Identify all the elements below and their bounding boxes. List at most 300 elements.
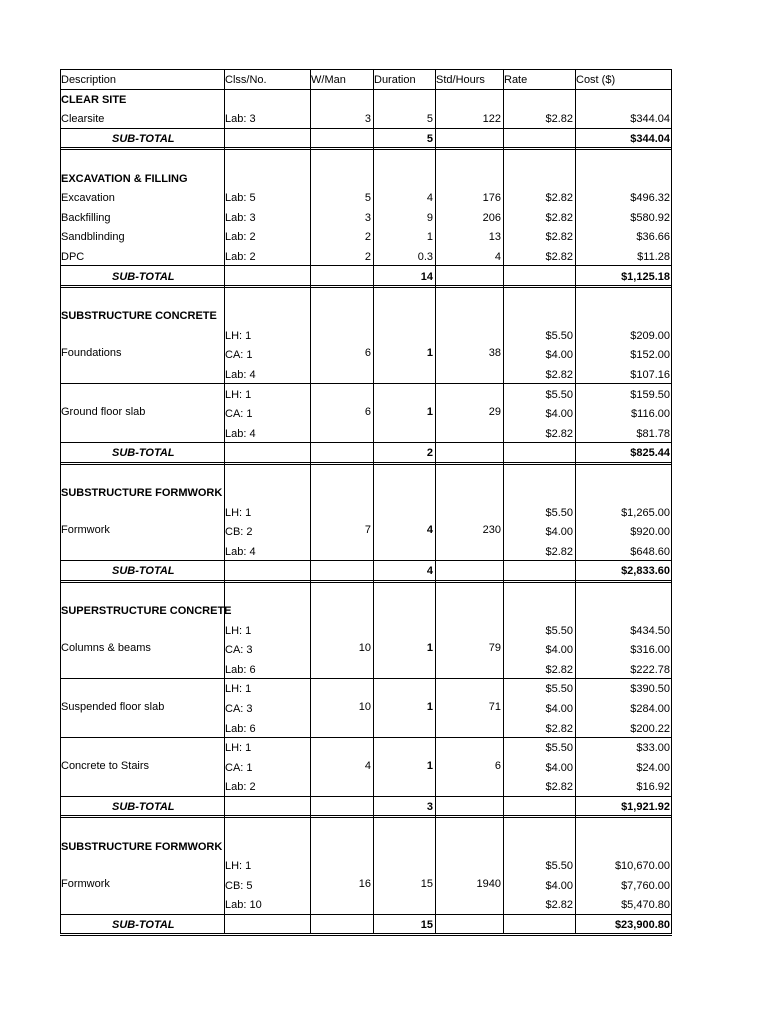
section-title-row <box>60 835 672 855</box>
line-class-text: Lab: 4 <box>225 545 256 558</box>
line-cost <box>575 717 672 737</box>
subtotal-row <box>60 442 672 462</box>
subtotal-duration-text: 2 <box>426 447 433 460</box>
line-rate <box>503 717 575 737</box>
line-class-text: CA: 3 <box>225 644 253 657</box>
line-rate <box>503 639 575 659</box>
item-wman-text: 10 <box>358 642 371 655</box>
item-wman-text: 3 <box>364 211 371 224</box>
grid-line <box>60 815 672 818</box>
line-cost <box>575 364 672 384</box>
subtotal-label-text: SUB-TOTAL <box>112 447 175 460</box>
grid-column-line <box>310 69 311 933</box>
item-cost <box>575 226 672 246</box>
subtotal-cost <box>575 914 672 934</box>
item-duration <box>373 226 435 246</box>
item-description-text: Backfilling <box>61 211 111 224</box>
line-class <box>224 894 310 914</box>
line-rate-text: $4.00 <box>545 349 573 362</box>
grid-line <box>60 462 672 465</box>
line-class <box>224 619 310 639</box>
line-class-text: LH: 1 <box>225 742 252 755</box>
line-cost <box>575 383 672 403</box>
item-stdhours-text: 71 <box>488 701 501 714</box>
line-cost <box>575 521 672 541</box>
item-duration <box>373 207 435 227</box>
line-class <box>224 423 310 443</box>
line-class <box>224 737 310 757</box>
subtotal-row <box>60 265 672 285</box>
item-stdhours <box>435 187 503 207</box>
grid-line <box>60 89 672 90</box>
line-class-text: Lab: 2 <box>225 781 256 794</box>
line-rate <box>503 344 575 364</box>
subtotal-duration-text: 14 <box>420 270 433 283</box>
item-duration <box>373 246 435 266</box>
item-description <box>60 187 224 207</box>
subtotal-cost-text: $2,833.60 <box>621 565 670 578</box>
section-title-row <box>60 600 672 620</box>
line-cost-text: $152.00 <box>630 349 670 362</box>
item-line-row <box>60 737 672 757</box>
section-title <box>60 600 232 620</box>
line-rate <box>503 776 575 796</box>
item-duration-text: 9 <box>426 211 433 224</box>
section-title-row <box>60 89 672 109</box>
item-description <box>60 246 224 266</box>
grid-column-line <box>224 69 225 933</box>
line-cost-text: $16.92 <box>636 781 670 794</box>
header-cell-text: Clss/No. <box>225 74 267 87</box>
item-rate <box>503 108 575 128</box>
subtotal-label <box>60 442 224 462</box>
subtotal-duration <box>373 128 435 148</box>
line-rate-text: $5.50 <box>545 329 573 342</box>
item-class <box>224 226 310 246</box>
item-wman <box>310 226 373 246</box>
section-title <box>60 167 224 187</box>
line-class <box>224 678 310 698</box>
item-duration-text: 5 <box>426 113 433 126</box>
header-cell-text: Description <box>61 74 117 87</box>
item-wman-text: 7 <box>364 524 371 537</box>
item-line-row <box>60 521 672 541</box>
item-description-text: Sandblinding <box>61 231 125 244</box>
line-rate <box>503 325 575 345</box>
line-rate <box>503 757 575 777</box>
grid-line <box>60 265 672 266</box>
section-title <box>60 835 224 855</box>
line-cost-text: $33.00 <box>636 742 670 755</box>
line-class <box>224 383 310 403</box>
item-line-row <box>60 659 672 679</box>
line-class-text: CB: 2 <box>225 526 253 539</box>
section-title-text: SUBSTRUCTURE CONCRETE <box>61 310 217 323</box>
subtotal-label <box>60 914 224 934</box>
item-stdhours-text: 79 <box>488 642 501 655</box>
item-stdhours <box>435 207 503 227</box>
grid-column-line <box>435 69 436 933</box>
line-cost <box>575 344 672 364</box>
item-description-text: Columns & beams <box>61 642 151 655</box>
subtotal-cost <box>575 442 672 462</box>
item-class <box>224 246 310 266</box>
item-rate-text: $2.82 <box>545 211 573 224</box>
header-cell-text: Duration <box>374 74 416 87</box>
line-rate <box>503 619 575 639</box>
item-description-text: Clearsite <box>61 113 105 126</box>
item-stdhours <box>435 108 503 128</box>
line-cost-text: $81.78 <box>636 427 670 440</box>
line-rate-text: $5.50 <box>545 506 573 519</box>
line-cost-text: $159.50 <box>630 388 670 401</box>
subtotal-label <box>60 265 224 285</box>
item-wman-text: 6 <box>364 347 371 360</box>
line-class <box>224 541 310 561</box>
section-title-text: EXCAVATION & FILLING <box>61 172 188 185</box>
item-line-row <box>60 855 672 875</box>
line-rate <box>503 737 575 757</box>
subtotal-cost <box>575 128 672 148</box>
line-class <box>224 855 310 875</box>
item-line-row <box>60 639 672 659</box>
item-cost <box>575 108 672 128</box>
item-cost-text: $36.66 <box>636 231 670 244</box>
subtotal-cost-text: $23,900.80 <box>614 919 670 932</box>
subtotal-row <box>60 914 672 934</box>
line-cost-text: $209.00 <box>630 329 670 342</box>
item-cost <box>575 187 672 207</box>
item-duration <box>373 187 435 207</box>
line-rate-text: $5.50 <box>545 860 573 873</box>
line-cost <box>575 501 672 521</box>
header-cell-text: Std/Hours <box>436 74 485 87</box>
line-rate-text: $4.00 <box>545 644 573 657</box>
grid-column-line <box>373 69 374 933</box>
item-rate-text: $2.82 <box>545 113 573 126</box>
item-cost-text: $11.28 <box>637 251 670 264</box>
line-cost <box>575 325 672 345</box>
item-wman-text: 5 <box>364 192 371 205</box>
item-class <box>224 207 310 227</box>
section-title-text: SUPERSTRUCTURE CONCRETE <box>61 605 232 618</box>
line-cost <box>575 894 672 914</box>
line-cost-text: $434.50 <box>630 624 670 637</box>
item-class-text: Lab: 2 <box>225 231 256 244</box>
item-wman-text: 2 <box>364 251 371 264</box>
grid-line <box>60 285 672 288</box>
line-class <box>224 521 310 541</box>
line-cost <box>575 639 672 659</box>
item-cost-text: $344.04 <box>630 113 670 126</box>
subtotal-duration-text: 15 <box>420 919 433 932</box>
subtotal-label <box>60 560 224 580</box>
section-title-text: CLEAR SITE <box>61 93 127 106</box>
item-wman-text: 6 <box>364 406 371 419</box>
line-class-text: LH: 1 <box>225 683 252 696</box>
line-rate-text: $2.82 <box>545 899 573 912</box>
line-class-text: Lab: 4 <box>225 427 256 440</box>
line-rate-text: $5.50 <box>545 624 573 637</box>
line-cost <box>575 875 672 895</box>
item-description-text: Concrete to Stairs <box>61 759 150 772</box>
item-line-row <box>60 698 672 718</box>
line-rate-text: $2.82 <box>545 663 573 676</box>
line-rate <box>503 501 575 521</box>
line-class <box>224 325 310 345</box>
item-description-text: Ground floor slab <box>61 406 146 419</box>
line-cost-text: $7,760.00 <box>621 879 670 892</box>
item-description-text: Formwork <box>61 877 110 890</box>
section-title-row <box>60 305 672 325</box>
line-class-text: Lab: 10 <box>225 899 262 912</box>
line-rate <box>503 383 575 403</box>
item-stdhours-text: 1940 <box>476 877 501 890</box>
line-rate <box>503 423 575 443</box>
subtotal-label <box>60 796 224 816</box>
line-class <box>224 757 310 777</box>
line-rate-text: $4.00 <box>545 703 573 716</box>
line-rate-text: $2.82 <box>545 427 573 440</box>
subtotal-cost <box>575 796 672 816</box>
item-row <box>60 246 672 266</box>
line-class <box>224 639 310 659</box>
item-line-row <box>60 619 672 639</box>
line-cost-text: $1,265.00 <box>621 506 670 519</box>
item-wman <box>310 187 373 207</box>
line-cost-text: $5,470.80 <box>621 899 670 912</box>
line-cost-text: $116.00 <box>631 408 670 421</box>
item-line-row <box>60 325 672 345</box>
subtotal-duration <box>373 442 435 462</box>
line-cost <box>575 776 672 796</box>
line-rate <box>503 659 575 679</box>
header-row <box>60 69 672 89</box>
item-duration-text: 1 <box>426 406 433 419</box>
section-title-text: SUBSTRUCTURE FORMWORK <box>61 840 223 853</box>
grid-line <box>60 128 672 129</box>
grid-line <box>60 69 672 70</box>
line-cost <box>575 423 672 443</box>
grid-line <box>60 580 672 583</box>
item-stdhours-text: 206 <box>482 211 501 224</box>
line-rate-text: $4.00 <box>545 408 573 421</box>
subtotal-label-text: SUB-TOTAL <box>112 133 175 146</box>
item-class <box>224 187 310 207</box>
item-row <box>60 207 672 227</box>
item-stdhours-text: 176 <box>482 192 501 205</box>
header-cell-text: Cost ($) <box>576 74 616 87</box>
item-wman <box>310 108 373 128</box>
item-cost-text: $580.92 <box>630 211 670 224</box>
line-cost-text: $390.50 <box>630 683 670 696</box>
line-class <box>224 403 310 423</box>
item-line-row <box>60 894 672 914</box>
subtotal-cost <box>575 560 672 580</box>
grid-line <box>60 914 672 915</box>
section-title-text: SUBSTRUCTURE FORMWORK <box>61 487 223 500</box>
line-rate-text: $4.00 <box>545 879 573 892</box>
line-class-text: CB: 5 <box>225 879 253 892</box>
line-rate-text: $2.82 <box>545 722 573 735</box>
item-row <box>60 187 672 207</box>
line-rate-text: $2.82 <box>545 781 573 794</box>
grid-column-line <box>60 69 61 933</box>
grid-line <box>60 678 672 679</box>
item-duration-text: 4 <box>426 192 433 205</box>
item-line-row <box>60 541 672 561</box>
line-cost <box>575 698 672 718</box>
header-cell-text: W/Man <box>311 74 346 87</box>
line-class-text: LH: 1 <box>225 860 252 873</box>
item-class <box>224 108 310 128</box>
section-title <box>60 89 224 109</box>
item-rate <box>503 187 575 207</box>
subtotal-duration <box>373 265 435 285</box>
item-wman-text: 4 <box>364 759 371 772</box>
line-rate-text: $4.00 <box>545 526 573 539</box>
item-duration-text: 4 <box>426 524 433 537</box>
line-rate <box>503 698 575 718</box>
line-class-text: LH: 1 <box>225 624 252 637</box>
item-description-text: Suspended floor slab <box>61 701 165 714</box>
subtotal-cost-text: $1,125.18 <box>621 270 670 283</box>
item-description <box>60 226 224 246</box>
grid-line <box>60 442 672 443</box>
line-rate <box>503 894 575 914</box>
line-rate-text: $5.50 <box>545 388 573 401</box>
grid-line <box>60 737 672 738</box>
line-cost-text: $920.00 <box>630 526 670 539</box>
item-stdhours-text: 230 <box>482 524 501 537</box>
line-class-text: CA: 1 <box>225 408 253 421</box>
line-cost <box>575 757 672 777</box>
subtotal-label <box>60 128 224 148</box>
subtotal-duration-text: 3 <box>426 801 433 814</box>
item-line-row <box>60 776 672 796</box>
line-class-text: CA: 1 <box>225 349 253 362</box>
line-rate <box>503 521 575 541</box>
item-stdhours-text: 29 <box>488 406 501 419</box>
item-class-text: Lab: 2 <box>225 251 256 264</box>
item-stdhours-text: 38 <box>488 347 501 360</box>
item-rate <box>503 207 575 227</box>
subtotal-cost-text: $344.04 <box>630 133 670 146</box>
subtotal-duration-text: 4 <box>426 565 433 578</box>
line-class <box>224 717 310 737</box>
line-cost <box>575 678 672 698</box>
subtotal-row <box>60 128 672 148</box>
item-duration-text: 1 <box>426 347 433 360</box>
line-cost <box>575 855 672 875</box>
item-duration <box>373 108 435 128</box>
item-rate-text: $2.82 <box>545 251 573 264</box>
header-cell <box>373 69 435 89</box>
item-wman-text: 10 <box>358 701 371 714</box>
item-description-text: Foundations <box>61 347 122 360</box>
subtotal-row <box>60 560 672 580</box>
header-cell <box>575 69 672 89</box>
line-class <box>224 875 310 895</box>
header-cell <box>503 69 575 89</box>
item-line-row <box>60 344 672 364</box>
line-class-text: LH: 1 <box>225 329 252 342</box>
line-cost <box>575 619 672 639</box>
line-cost <box>575 541 672 561</box>
line-class-text: Lab: 6 <box>225 722 256 735</box>
item-stdhours <box>435 246 503 266</box>
header-cell <box>60 69 224 89</box>
grid-line <box>60 147 672 150</box>
item-line-row <box>60 717 672 737</box>
line-cost-text: $24.00 <box>636 761 670 774</box>
grid-column-line <box>671 69 672 933</box>
grid-column-line <box>575 69 576 933</box>
line-class <box>224 501 310 521</box>
subtotal-label-text: SUB-TOTAL <box>112 801 175 814</box>
section-title <box>60 305 224 325</box>
header-cell <box>310 69 373 89</box>
item-stdhours <box>435 226 503 246</box>
line-rate-text: $5.50 <box>545 742 573 755</box>
subtotal-cost-text: $1,921.92 <box>621 801 670 814</box>
line-rate-text: $5.50 <box>545 683 573 696</box>
line-rate-text: $4.00 <box>545 761 573 774</box>
line-cost <box>575 737 672 757</box>
item-row <box>60 226 672 246</box>
line-class-text: Lab: 6 <box>225 663 256 676</box>
item-line-row <box>60 383 672 403</box>
item-description <box>60 207 224 227</box>
line-class <box>224 659 310 679</box>
subtotal-duration-text: 5 <box>426 133 433 146</box>
item-line-row <box>60 875 672 895</box>
section-title-row <box>60 482 672 502</box>
line-cost-text: $316.00 <box>630 644 670 657</box>
line-cost-text: $107.16 <box>630 369 670 382</box>
line-cost <box>575 659 672 679</box>
line-class <box>224 364 310 384</box>
line-cost-text: $200.22 <box>630 722 670 735</box>
line-rate-text: $2.82 <box>545 369 573 382</box>
subtotal-duration <box>373 796 435 816</box>
item-line-row <box>60 364 672 384</box>
subtotal-label-text: SUB-TOTAL <box>112 919 175 932</box>
item-stdhours-text: 4 <box>494 251 501 264</box>
item-stdhours-text: 6 <box>494 759 501 772</box>
item-rate <box>503 226 575 246</box>
line-rate <box>503 364 575 384</box>
line-rate <box>503 541 575 561</box>
line-cost-text: $10,670.00 <box>614 860 670 873</box>
header-cell <box>435 69 503 89</box>
grid-line <box>60 796 672 797</box>
line-rate-text: $2.82 <box>545 545 573 558</box>
item-rate-text: $2.82 <box>545 231 573 244</box>
grid-column-line <box>503 69 504 933</box>
line-class-text: CA: 1 <box>225 761 253 774</box>
item-wman-text: 3 <box>364 113 371 126</box>
subtotal-label-text: SUB-TOTAL <box>112 565 175 578</box>
line-cost-text: $648.60 <box>630 545 670 558</box>
item-class-text: Lab: 3 <box>225 113 256 126</box>
subtotal-duration <box>373 560 435 580</box>
item-duration-text: 1 <box>426 701 433 714</box>
grid-line <box>60 560 672 561</box>
subtotal-duration <box>373 914 435 934</box>
grid-line <box>60 383 672 384</box>
item-duration-text: 1 <box>426 642 433 655</box>
